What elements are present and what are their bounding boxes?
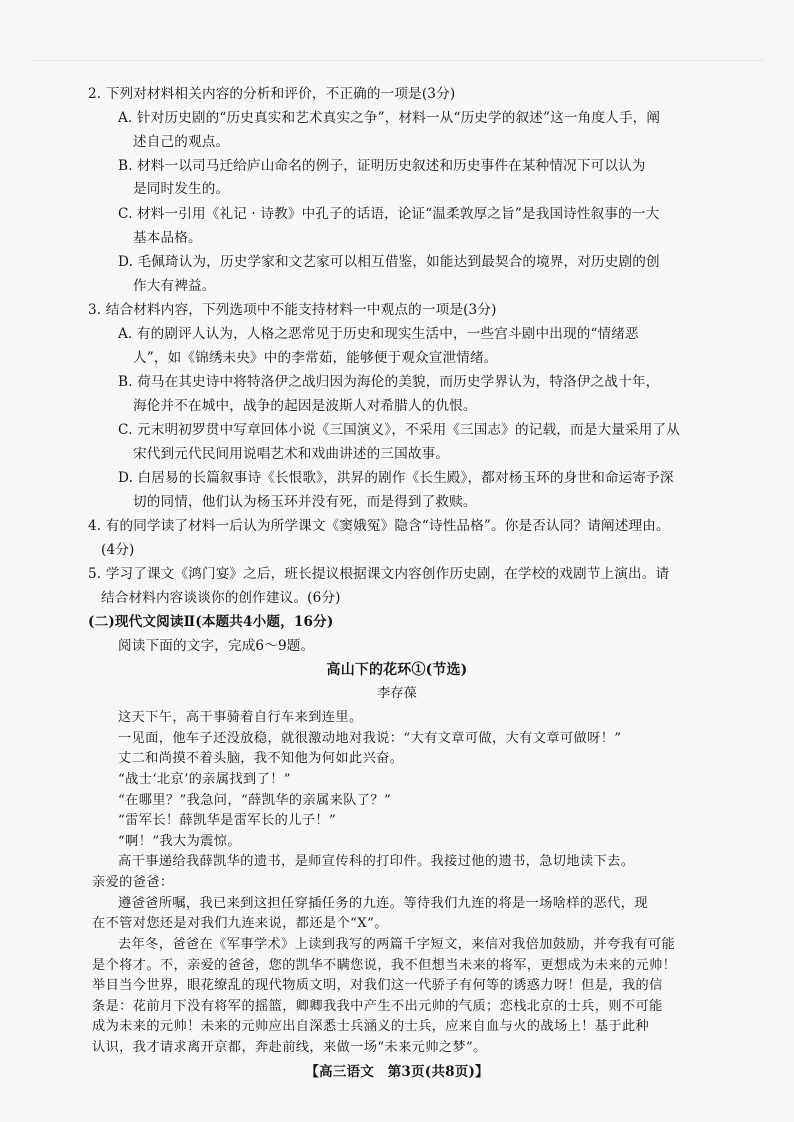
passage-line: “在哪里？”我急问，“薛凯华的亲属来队了？” — [118, 792, 392, 808]
question-3-option-d-cont: 切的同情，他们认为杨玉环并没有死，而是得到了救赎。 — [133, 494, 477, 510]
passage-line: 一见面，他车子还没放稳，就很激动地对我说：“大有文章可做，大有文章可做呀！” — [118, 730, 622, 746]
question-4-stem: 4. 有的同学读了材料一后认为所学课文《窦娥冤》隐含“诗性品格”。你是否认同？请阐述理由。 — [88, 518, 670, 534]
page-footer: 【高三语文 第3页(共8页)】 — [305, 1064, 489, 1080]
letter-line: 举目当今世界，眼花缭乱的现代物质文明，对我们这一代骄子有何等的诱惑力呀！但是，我的信 — [92, 978, 663, 994]
passage-author: 李存葆 — [376, 686, 417, 701]
letter-line: 是个将才。不，亲爱的爸爸，您的凯华不瞒您说，我不但想当未来的将军，更想成为未来的元帅！ — [92, 957, 677, 973]
letter-line: 遵爸爸所嘱，我已来到这担任穿插任务的九连。等待我们九连的将是一场啥样的恶代，现 — [118, 895, 648, 911]
question-4-stem-cont: (4分) — [101, 542, 135, 558]
passage-line: “雷军长！薛凯华是雷军长的儿子！” — [118, 813, 337, 829]
section-instruction: 阅读下面的文字，完成6～9题。 — [118, 638, 315, 654]
question-2-option-a-cont: 述自己的观点。 — [133, 134, 230, 150]
passage-line: 高干事递给我薛凯华的遗书，是师宣传科的打印件。我接过他的遗书，急切地读下去。 — [118, 854, 635, 870]
question-3-option-b: B. 荷马在其史诗中将特洛伊之战归因为海伦的美貌，而历史学界认为，特洛伊之战十年， — [118, 374, 660, 390]
passage-line: 这天下午，高干事骑着自行车来到连里。 — [118, 710, 363, 725]
question-3-option-c-cont: 宋代到元代民间用说唱艺术和戏曲讲述的三国故事。 — [133, 446, 450, 462]
question-2-option-d: D. 毛佩琦认为，历史学家和文艺家可以相互借鉴，如能达到最契合的境界，对历史剧的创 — [118, 254, 660, 270]
section-heading: (二)现代文阅读Ⅱ(本题共4小题，16分) — [88, 614, 334, 630]
letter-line: 去年冬，爸爸在《军事学术》上读到我写的两篇千字短文，来信对我倍加鼓励，并夸我有可能 — [118, 936, 676, 952]
question-2-option-a: A. 针对历史剧的“历史真实和艺术真实之争”，材料一从“历史学的叙述”这一角度人手，阐 — [118, 110, 661, 126]
question-3-option-b-cont: 海伦并不在城中，战争的起因是波斯人对希腊人的仇恨。 — [133, 398, 477, 414]
letter-line: 成为未来的元帅！未来的元帅应出自深悉士兵涵义的士兵，应来自血与火的战场上！基于此种 — [92, 1019, 650, 1035]
question-3-option-a: A. 有的剧评人认为，人格之恶常见于历史和现实生活中，一些宫斗剧中出现的“情绪恶 — [118, 326, 639, 342]
letter-line: 在不管对您还是对我们九连来说，都还是个“X”。 — [92, 916, 388, 932]
top-rule — [30, 60, 764, 61]
letter-salutation: 亲爱的爸爸： — [92, 875, 174, 890]
question-5-stem-cont: 结合材料内容谈谈你的创作建议。(6分) — [101, 590, 341, 606]
letter-line: 条是：花前月下没有将军的摇篮，卿卿我我中产生不出元帅的气质；恋栈北京的士兵，则不可能 — [92, 998, 663, 1014]
question-2-option-d-cont: 作大有裨益。 — [133, 278, 216, 294]
question-2-option-b-cont: 是同时发生的。 — [133, 181, 230, 197]
question-2-option-b: B. 材料一以司马迁给庐山命名的例子，证明历史叙述和历史事件在某种情况下可以认为 — [118, 158, 646, 174]
letter-line-overflow: 认识，我才请求离开京都，奔赴前线，来做一场“未来元帅之梦”。 — [92, 1040, 487, 1055]
passage-line: “啊！”我大为震惊。 — [118, 833, 241, 849]
question-3-option-a-cont: 人”，如《锦绣未央》中的李常茹，能够便于观众宣泄情绪。 — [133, 350, 498, 366]
question-2-stem: 2. 下列对材料相关内容的分析和评价，不正确的一项是(3分) — [88, 86, 456, 102]
passage-title: 高山下的花环①(节选) — [326, 662, 468, 678]
question-3-option-c: C. 元末明初罗贯中写章回体小说《三国演义》，不采用《三国志》的记载，而是大量采用了从 — [118, 422, 680, 438]
question-2-option-c-cont: 基本品格。 — [133, 230, 202, 246]
question-3-option-d: D. 白居易的长篇叙事诗《长恨歌》，洪昇的剧作《长生殿》，都对杨玉环的身世和命运寄予深 — [118, 470, 674, 486]
question-5-stem: 5. 学习了课文《鸿门宴》之后，班长提议根据课文内容创作历史剧，在学校的戏剧节上演出。请 — [88, 566, 670, 582]
passage-line: 丈二和尚摸不着头脑，我不知他为何如此兴奋。 — [118, 751, 404, 767]
question-3-stem: 3. 结合材料内容，下列选项中不能支持材料一中观点的一项是(3分) — [88, 302, 497, 318]
question-2-option-c: C. 材料一引用《礼记 · 诗教》中孔子的话语，论证“温柔敦厚之旨”是我国诗性叙事的一大 — [118, 206, 660, 222]
passage-line: “战士‘北京’的亲属找到了！” — [118, 771, 291, 787]
